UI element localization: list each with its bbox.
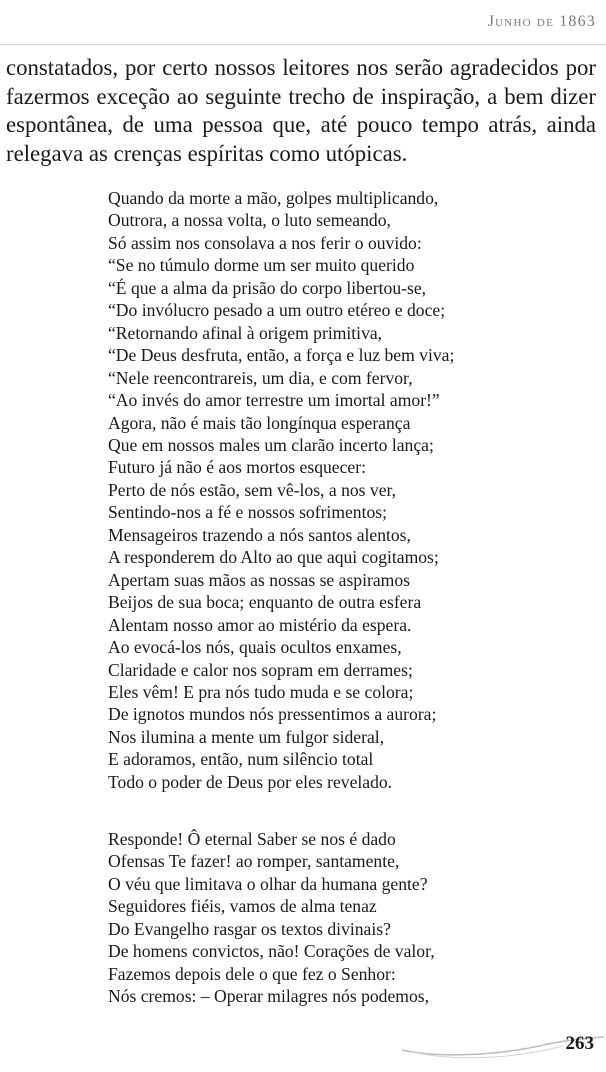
- header-divider: [0, 44, 606, 45]
- poem-stanza-1: [108, 187, 588, 793]
- poem-line: Alentam nosso amor ao mistério da espera.: [108, 614, 412, 635]
- running-head: Junho de 1863: [487, 13, 596, 30]
- poem-line: Quando da morte a mão, golpes multiplicando,: [108, 188, 439, 208]
- poem-line: Nos ilumina a mente um fulgor sideral,: [108, 726, 385, 747]
- poem-line: Ofensas Te fazer! ao romper, santamente,: [108, 851, 400, 872]
- poem-line: “Ao invés do amor terrestre um imortal amor!”: [108, 390, 440, 411]
- poem-line: “Nele reencontrareis, um dia, e com fervor,: [108, 367, 413, 388]
- poem-line: Eles vêm! E pra nós tudo muda e se colora;: [108, 681, 414, 702]
- poem-line: Do Evangelho rasgar os textos divinais?: [108, 918, 391, 939]
- poem-line: Mensageiros trazendo a nós santos alentos,: [108, 524, 411, 545]
- poem-line: A responderem do Alto ao que aqui cogitamos;: [108, 547, 439, 568]
- poem-line: O véu que limitava o olhar da humana gente?: [108, 873, 428, 894]
- poem-line: “Se no túmulo dorme um ser muito querido: [108, 255, 415, 276]
- poem-line: Ao evocá-los nós, quais ocultos enxames,: [108, 637, 402, 658]
- poem-line: Apertam suas mãos as nossas se aspiramos: [108, 569, 410, 590]
- poem-line: Sentindo-nos a fé e nossos sofrimentos;: [108, 502, 388, 523]
- poem-line: Que em nossos males um clarão incerto lança;: [108, 434, 434, 455]
- poem-line: Futuro já não é aos mortos esquecer:: [108, 457, 366, 478]
- poem-line: Seguidores fiéis, vamos de alma tenaz: [108, 896, 377, 917]
- poem-line: Agora, não é mais tão longínqua esperança: [108, 412, 411, 433]
- poem-line: De homens convictos, não! Corações de valor,: [108, 941, 435, 962]
- poem-line: “Retornando afinal à origem primitiva,: [108, 322, 383, 343]
- poem-line: De ignotos mundos nós pressentimos a aurora;: [108, 704, 437, 725]
- poem-line: Perto de nós estão, sem vê-los, a nos ver,: [108, 479, 397, 500]
- poem-line: Beijos de sua boca; enquanto de outra esfera: [108, 592, 422, 613]
- page-number: 263: [565, 1033, 594, 1054]
- poem-line: “Do invólucro pesado a um outro etéreo e doce;: [108, 300, 446, 321]
- poem-line: E adoramos, então, num silêncio total: [108, 749, 374, 770]
- poem-line: Outrora, a nossa volta, o luto semeando,: [108, 210, 391, 231]
- poem-line: Fazemos depois dele o que fez o Senhor:: [108, 963, 396, 984]
- intro-paragraph: constatados, por certo nossos leitores nos serão agradecidos por fazermos exceção ao seguinte trecho de inspiração, a bem dizer espontânea, de uma pessoa que, até pouco tempo atrás, ainda relegava as crenças espíritas como utópicas.: [6, 55, 596, 166]
- poem-stanza-2: [108, 828, 588, 1008]
- poem-line: “É que a alma da prisão do corpo libertou-se,: [108, 277, 427, 298]
- poem-line: Só assim nos consolava a nos ferir o ouvido:: [108, 232, 422, 253]
- poem-line: Responde! Ô eternal Saber se nos é dado: [108, 829, 396, 849]
- poem-line: Nós cremos: – Operar milagres nós podemos,: [108, 986, 430, 1007]
- poem-line: Claridade e calor nos sopram em derrames;: [108, 659, 413, 680]
- poem-line: “De Deus desfruta, então, a força e luz bem viva;: [108, 345, 455, 366]
- poem-line: Todo o poder de Deus por eles revelado.: [108, 771, 393, 792]
